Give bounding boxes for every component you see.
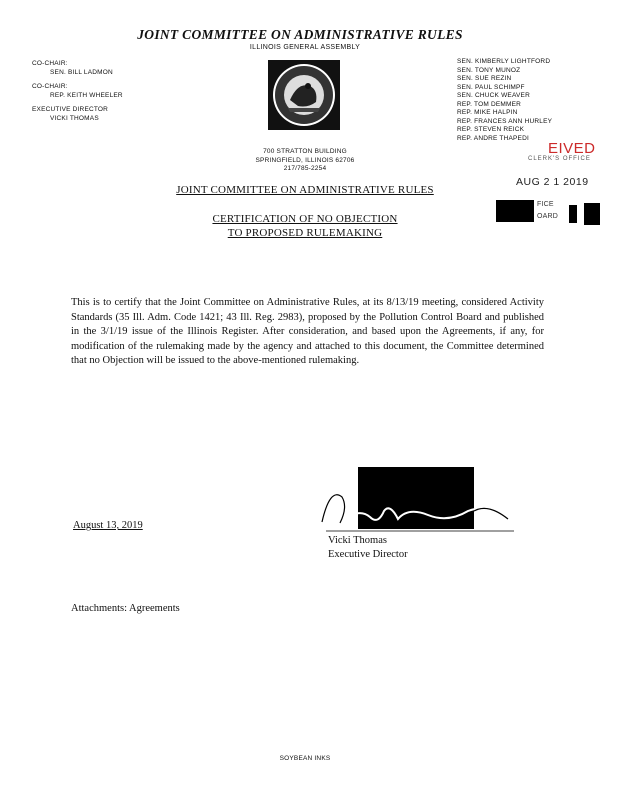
member-item: REP. TOM DEMMER	[457, 100, 522, 108]
stamp-partial-1: FICE	[537, 201, 554, 208]
address-line-3: 217/785-2254	[283, 165, 327, 172]
certification-date: August 13, 2019	[73, 520, 143, 531]
letterhead-subtitle: ILLINOIS GENERAL ASSEMBLY	[249, 44, 361, 51]
exec-director-name: VICKI THOMAS	[50, 114, 99, 122]
footer-note: SOYBEAN INKS	[279, 755, 331, 762]
co-chair-label-2: CO-CHAIR:	[32, 83, 68, 90]
certification-body: This is to certify that the Joint Committee on Administrative Rules, at its 8/13/19 meeting, considered Activity Standards (35 Ill. Adm. Code 1421; 43 Ill. Reg. 2983), proposed by the Pollution Control Board and published in the 3/1/19 issue of the Illinois Register. After consideration, and based upon the Agreements, if any, for modification of the rulemaking made by the agency and attached to this document, the Committee determined that no Objection will be issued to the above-mentioned rulemaking.	[71, 297, 544, 367]
signer-title: Executive Director	[328, 549, 408, 560]
member-item: SEN. PAUL SCHIMPF	[457, 83, 525, 91]
member-item: REP. MIKE HALPIN	[457, 109, 518, 116]
address-line-2: SPRINGFIELD, ILLINOIS 62706	[255, 156, 355, 164]
received-stamp-date: AUG 2 1 2019	[516, 176, 589, 188]
stamp-partial-2: OARD	[537, 213, 559, 220]
member-item: SEN. CHUCK WEAVER	[457, 92, 530, 99]
left-officers	[32, 60, 172, 123]
document-subheading	[0, 212, 610, 240]
signature-image	[318, 467, 518, 537]
address-line-1: 700 STRATTON BUILDING	[263, 148, 347, 155]
co-chair-name-2: REP. KEITH WHEELER	[50, 91, 123, 99]
document-heading: JOINT COMMITTEE ON ADMINISTRATIVE RULES	[176, 184, 434, 196]
member-item: SEN. TONY MUNOZ	[457, 66, 521, 74]
attachments-line: Attachments: Agreements	[71, 603, 180, 614]
subheading-line-1: CERTIFICATION OF NO OBJECTION	[212, 213, 398, 225]
signer-block	[328, 534, 408, 562]
subheading-line-2: TO PROPOSED RULEMAKING	[227, 227, 383, 239]
co-chair-name-1: SEN. BILL LADMON	[50, 68, 113, 76]
received-stamp: EIVED	[548, 140, 596, 157]
signer-name: Vicki Thomas	[328, 535, 387, 546]
co-chair-label-1: CO-CHAIR:	[32, 60, 68, 67]
member-item: REP. STEVEN REICK	[457, 126, 525, 133]
member-item: REP. FRANCES ANN HURLEY	[457, 117, 553, 125]
letterhead-title: JOINT COMMITTEE ON ADMINISTRATIVE RULES	[137, 27, 463, 42]
state-seal-icon	[268, 60, 340, 130]
member-item: SEN. SUE REZIN	[457, 75, 512, 82]
member-item: SEN. KIMBERLY LIGHTFORD	[457, 58, 551, 65]
member-item: REP. ANDRE THAPEDI	[457, 134, 529, 142]
received-stamp-sub: CLERK'S OFFICE	[528, 156, 591, 162]
exec-director-label: EXECUTIVE DIRECTOR	[32, 106, 109, 113]
address-block	[240, 148, 370, 174]
committee-members	[457, 58, 607, 143]
